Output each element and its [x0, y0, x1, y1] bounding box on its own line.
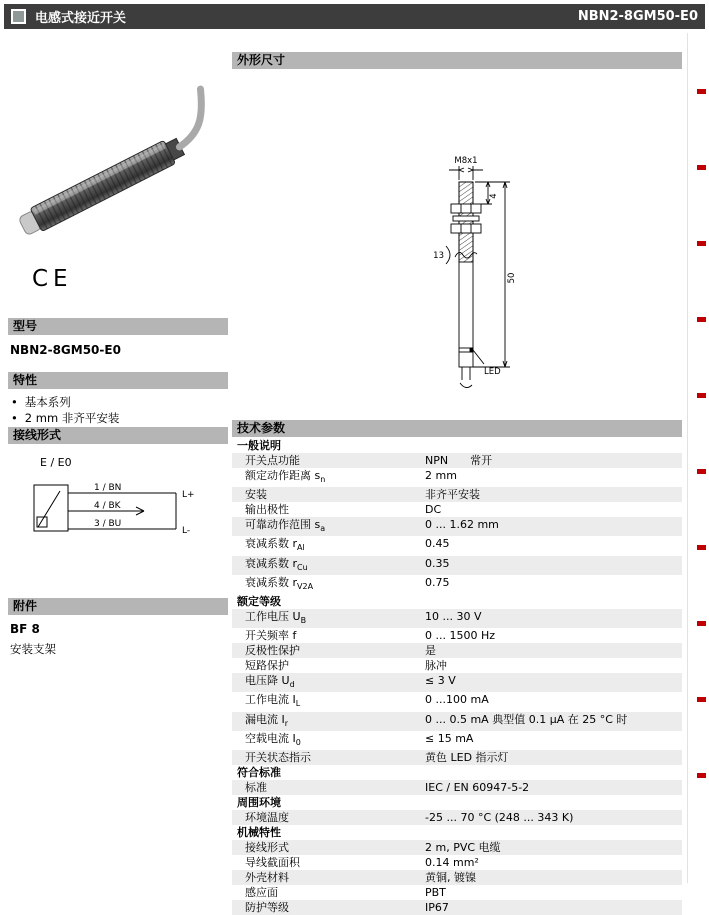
dim-label-13: 13 [433, 251, 444, 261]
spec-value-text: 黄色 LED 指示灯 [425, 750, 509, 764]
spec-section-title: 符合标准 [237, 765, 281, 779]
spec-section-title: 额定等级 [237, 594, 281, 608]
spec-value [425, 780, 682, 795]
spec-row [232, 658, 682, 673]
spec-row [232, 487, 682, 502]
spec-value [425, 750, 682, 765]
spec-value-text: DC [425, 503, 442, 517]
margin-mark [697, 393, 706, 398]
section-bar-features: 特性 [8, 372, 228, 389]
dimension-drawing [404, 152, 554, 412]
bullet-icon: • [11, 395, 18, 409]
dim-label-led: LED [484, 367, 501, 377]
margin-mark [697, 241, 706, 246]
spec-value-text: IP67 [425, 900, 449, 914]
spec-section-header [232, 438, 682, 453]
spec-value-text: 0 ... 1500 Hz [425, 629, 496, 643]
spec-value [425, 487, 682, 502]
spec-value [425, 673, 682, 692]
spec-value [425, 609, 682, 628]
top-header-bar [4, 4, 705, 29]
accessory-list [10, 622, 56, 657]
spec-section-title: 周围环境 [237, 795, 281, 809]
spec-value-text: 0.14 mm² [425, 855, 479, 869]
ce-mark: CE [32, 266, 73, 292]
spec-value [425, 885, 682, 900]
spec-label: 开关点功能 [245, 454, 300, 467]
spec-row [232, 628, 682, 643]
accessory-name: BF 8 [10, 622, 40, 636]
spec-row [232, 840, 682, 855]
feature-text: 基本系列 [24, 395, 71, 409]
spec-value-text: IEC / EN 60947-5-2 [425, 780, 530, 794]
spec-value [425, 628, 682, 643]
wiring-diagram-drawing [26, 477, 226, 557]
spec-value [425, 643, 682, 658]
spec-value-text: 0.45 [425, 537, 450, 551]
spec-section-header [232, 795, 682, 810]
spec-value-text: ≤ 15 mA [425, 731, 474, 745]
spec-label: 感应面 [245, 885, 278, 899]
spec-row [232, 810, 682, 825]
spec-row [232, 900, 682, 915]
spec-row [232, 780, 682, 795]
spec-value [425, 502, 682, 517]
spec-value-text: ≤ 3 V [425, 674, 456, 688]
document-title: 电感式接近开关 [35, 11, 127, 26]
feature-item [11, 394, 119, 410]
wire-label-bu: 3 / BU [94, 519, 122, 529]
spec-value [425, 810, 682, 825]
spec-value-text: 0 ...100 mA [425, 693, 489, 707]
spec-value-text-2: 常开 [470, 454, 493, 467]
spec-row [232, 502, 682, 517]
spec-value-text: 2 m, PVC 电缆 [425, 840, 501, 854]
spec-value-text: 0 ... 0.5 mA 典型值 0.1 μA 在 25 °C 时 [425, 712, 628, 726]
spec-row [232, 643, 682, 658]
spec-label: 空载电流 $I_0$ [245, 731, 301, 747]
feature-text: 2 mm 非齐平安装 [24, 411, 120, 425]
spec-label: 环境温度 [245, 810, 289, 824]
spec-row [232, 575, 682, 594]
page-right-margin [687, 33, 709, 883]
spec-row [232, 536, 682, 555]
spec-label: 开关状态指示 [245, 750, 311, 764]
spec-label: 额定动作距离 $s_n$ [245, 469, 326, 485]
margin-mark [697, 545, 706, 550]
spec-label: 可靠动作范围 $s_a$ [245, 518, 326, 534]
spec-label: 输出极性 [245, 503, 289, 517]
header-model-number: NBN2-8GM50-E0 [577, 9, 698, 24]
right-column [232, 52, 682, 914]
specs-table [232, 438, 682, 915]
spec-label: 标准 [245, 780, 267, 794]
dim-label-50: 50 [507, 272, 517, 284]
section-bar-accessories: 附件 [8, 598, 228, 615]
spec-row [232, 731, 682, 750]
terminal-label-lminus: L- [182, 526, 191, 536]
spec-section-title: 一般说明 [237, 439, 281, 452]
spec-label: 工作电流 $I_L$ [245, 693, 301, 709]
model-number: NBN2-8GM50-E0 [10, 343, 121, 357]
spec-value [425, 517, 682, 536]
brand-logo-icon [11, 9, 26, 24]
dim-label-4: 4 [489, 193, 499, 199]
margin-mark [697, 773, 706, 778]
product-photo [8, 52, 228, 264]
spec-row [232, 673, 682, 692]
bullet-icon: • [11, 411, 18, 425]
margin-mark [697, 89, 706, 94]
spec-label: 接线形式 [245, 840, 289, 854]
spec-row [232, 468, 682, 487]
spec-value [425, 712, 682, 731]
terminal-label-lplus: L+ [182, 490, 195, 500]
left-column [8, 52, 228, 752]
spec-value-text: NPN [425, 454, 449, 467]
spec-row [232, 692, 682, 711]
spec-value-text: 10 ... 30 V [425, 609, 482, 623]
spec-label: 漏电流 $I_r$ [245, 712, 289, 728]
wiring-diagram [26, 452, 226, 560]
spec-value [425, 855, 682, 870]
spec-section-header [232, 765, 682, 780]
spec-value [425, 692, 682, 711]
spec-value [425, 900, 682, 915]
spec-section-title: 机械特性 [237, 825, 281, 839]
spec-label: 导线截面积 [245, 855, 300, 869]
wiring-diagram-label: E / E0 [40, 456, 72, 469]
margin-mark [697, 621, 706, 626]
spec-value [425, 468, 682, 487]
spec-value [425, 731, 682, 750]
spec-row [232, 556, 682, 575]
spec-label: 衰减系数 $r_{Cu}$ [245, 556, 308, 572]
spec-value-text: 脉冲 [425, 659, 447, 673]
spec-section-header [232, 594, 682, 609]
spec-value [425, 453, 682, 468]
section-bar-model: 型号 [8, 318, 228, 335]
spec-section-header [232, 825, 682, 840]
accessory-description: 安装支架 [10, 642, 56, 656]
spec-row [232, 453, 682, 468]
spec-value-text: PBT [425, 885, 446, 899]
spec-label: 电压降 $U_d$ [245, 674, 295, 690]
spec-value-text: -25 ... 70 °C (248 ... 343 K) [425, 810, 574, 824]
spec-label: 安装 [245, 488, 267, 502]
spec-value-text: 0.75 [425, 575, 450, 589]
spec-label: 外壳材料 [245, 870, 289, 884]
spec-value-text: 是 [425, 644, 436, 658]
spec-value-text: 0 ... 1.62 mm [425, 518, 499, 532]
dim-label-thread: M8x1 [454, 156, 478, 166]
spec-label: 短路保护 [245, 659, 289, 673]
spec-row [232, 855, 682, 870]
spec-row [232, 885, 682, 900]
spec-value-text: 非齐平安装 [425, 488, 480, 502]
spec-label: 衰减系数 $r_{V2A}$ [245, 575, 314, 591]
wire-label-bn: 1 / BN [94, 483, 122, 493]
spec-label: 衰减系数 $r_{Al}$ [245, 537, 305, 553]
margin-mark [697, 165, 706, 170]
spec-value [425, 840, 682, 855]
spec-value [425, 575, 682, 594]
feature-list [11, 394, 119, 426]
margin-mark [697, 317, 706, 322]
margin-mark [697, 469, 706, 474]
spec-value-text: 2 mm [425, 469, 457, 482]
section-bar-connection: 接线形式 [8, 427, 228, 444]
spec-label: 开关频率 f [245, 629, 297, 643]
wire-label-bk: 4 / BK [94, 501, 121, 511]
margin-mark [697, 697, 706, 702]
spec-row [232, 517, 682, 536]
spec-value-text: 黄铜, 镀镍 [425, 870, 476, 884]
spec-row [232, 609, 682, 628]
spec-label: 防护等级 [245, 900, 289, 914]
spec-value [425, 556, 682, 575]
spec-value [425, 536, 682, 555]
section-bar-specs: 技术参数 [232, 420, 682, 437]
spec-value [425, 658, 682, 673]
spec-label: 工作电压 $U_B$ [245, 609, 307, 626]
spec-row [232, 712, 682, 731]
spec-value-text: 0.35 [425, 556, 450, 570]
feature-item [11, 410, 119, 426]
spec-row [232, 750, 682, 765]
spec-label: 反极性保护 [245, 644, 300, 658]
section-bar-dimensions: 外形尺寸 [232, 52, 682, 69]
